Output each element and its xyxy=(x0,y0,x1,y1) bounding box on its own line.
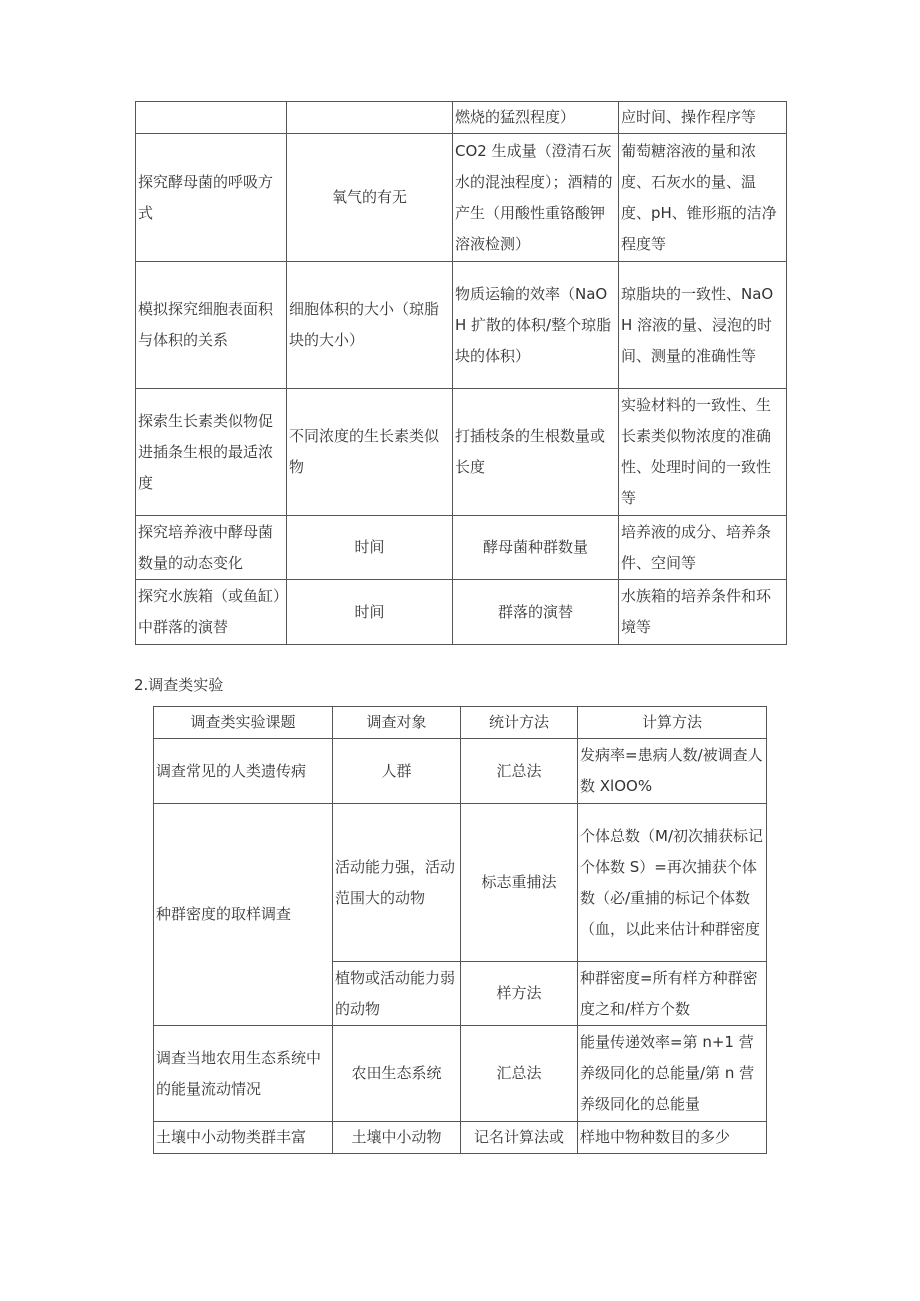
table-cell: 活动能力强，活动范围大的动物 xyxy=(333,804,461,962)
table-cell: 酵母菌种群数量 xyxy=(453,516,619,580)
table-row xyxy=(136,262,787,389)
table-cell: 汇总法 xyxy=(461,1026,578,1122)
table-row xyxy=(136,389,787,516)
table-cell: 标志重捕法 xyxy=(461,804,578,962)
table-cell: 葡萄糖溶液的量和浓度、石灰水的量、温度、pH、锥形瓶的洁净程度等 xyxy=(619,134,787,262)
table-cell: 不同浓度的生长素类似物 xyxy=(287,389,453,516)
table-cell: 物质运输的效率（NaOH 扩散的体积/整个琼脂块的体积） xyxy=(453,262,619,389)
table-cell: 能量传递效率=第 n+1 营养级同化的总能量/第 n 营养级同化的总能量 xyxy=(578,1026,767,1122)
column-header: 调查对象 xyxy=(333,707,461,739)
table-row xyxy=(136,580,787,645)
table-cell: 时间 xyxy=(287,516,453,580)
table-cell: 打插枝条的生根数量或长度 xyxy=(453,389,619,516)
table-row xyxy=(154,1122,767,1154)
table-row xyxy=(136,134,787,262)
table-cell: 培养液的成分、培养条件、空间等 xyxy=(619,516,787,580)
table-cell xyxy=(287,102,453,134)
table-cell: 细胞体积的大小（琼脂块的大小） xyxy=(287,262,453,389)
table-row xyxy=(154,1026,767,1122)
table-cell: 探究酵母菌的呼吸方式 xyxy=(136,134,287,262)
table-cell: 氧气的有无 xyxy=(287,134,453,262)
table-cell: 样地中物种数目的多少 xyxy=(578,1122,767,1154)
table-cell: 记名计算法或 xyxy=(461,1122,578,1154)
column-header: 统计方法 xyxy=(461,707,578,739)
table-cell: 调查当地农用生态系统中的能量流动情况 xyxy=(154,1026,333,1122)
experiment-variables-table xyxy=(135,101,787,645)
table-cell: 应时间、操作程序等 xyxy=(619,102,787,134)
table-cell: 植物或活动能力弱的动物 xyxy=(333,962,461,1026)
table-cell: 发病率=患病人数/被调查人数 XlOO% xyxy=(578,739,767,804)
table-row xyxy=(136,516,787,580)
column-header: 计算方法 xyxy=(578,707,767,739)
survey-experiments-table xyxy=(153,706,767,1154)
table-cell: CO2 生成量（澄清石灰水的混浊程度）；酒精的产生（用酸性重铬酸钾溶液检测） xyxy=(453,134,619,262)
table-cell: 探究水族箱（或鱼缸）中群落的演替 xyxy=(136,580,287,645)
table-cell: 个体总数（M/初次捕获标记个体数 S）=再次捕获个体数（必/重捕的标记个体数（血，以此来估计种群密度 xyxy=(578,804,767,962)
table-cell: 人群 xyxy=(333,739,461,804)
table-header-row xyxy=(154,707,767,739)
table-cell: 探索生长素类似物促进插条生根的最适浓度 xyxy=(136,389,287,516)
table-cell: 汇总法 xyxy=(461,739,578,804)
table-cell: 土壤中小动物 xyxy=(333,1122,461,1154)
section-heading: 2.调查类实验 xyxy=(134,676,224,694)
table-cell xyxy=(136,102,287,134)
table-row xyxy=(136,102,787,134)
column-header: 调查类实验课题 xyxy=(154,707,333,739)
table-cell: 水族箱的培养条件和环境等 xyxy=(619,580,787,645)
table-row xyxy=(154,739,767,804)
table-cell: 琼脂块的一致性、NaOH 溶液的量、浸泡的时间、测量的准确性等 xyxy=(619,262,787,389)
table-cell: 探究培养液中酵母菌数量的动态变化 xyxy=(136,516,287,580)
table-cell: 样方法 xyxy=(461,962,578,1026)
table-cell: 实验材料的一致性、生长素类似物浓度的准确性、处理时间的一致性等 xyxy=(619,389,787,516)
table-cell: 燃烧的猛烈程度） xyxy=(453,102,619,134)
table-cell: 时间 xyxy=(287,580,453,645)
table-cell: 调查常见的人类遗传病 xyxy=(154,739,333,804)
table-cell: 土壤中小动物类群丰富 xyxy=(154,1122,333,1154)
table-row xyxy=(154,804,767,962)
table-cell: 农田生态系统 xyxy=(333,1026,461,1122)
table-cell: 群落的演替 xyxy=(453,580,619,645)
table-cell: 种群密度的取样调查 xyxy=(154,804,333,1026)
table-cell: 模拟探究细胞表面积与体积的关系 xyxy=(136,262,287,389)
table-cell: 种群密度=所有样方种群密度之和/样方个数 xyxy=(578,962,767,1026)
